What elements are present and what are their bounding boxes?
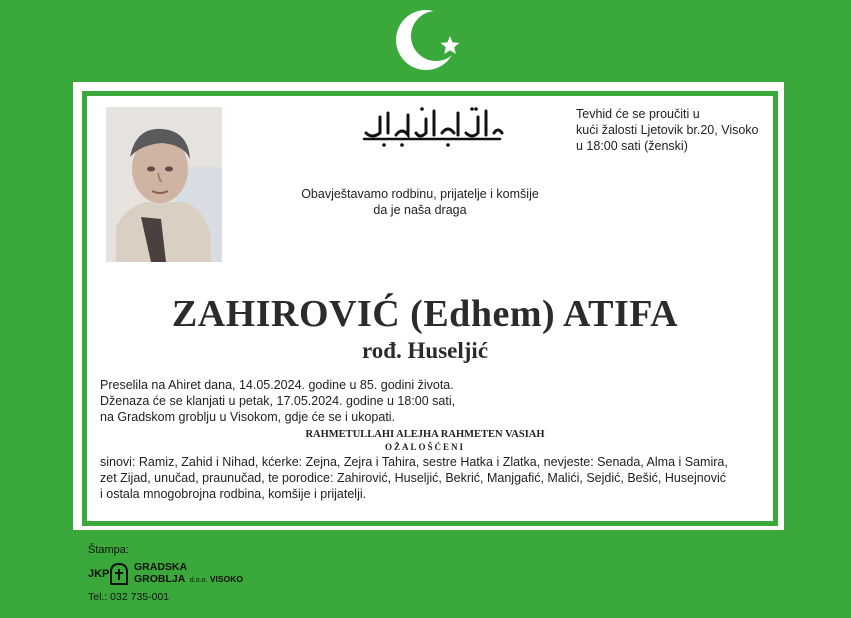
phone-number: Tel.: 032 735-001 — [88, 591, 170, 603]
grieving-heading: OŽALOŠĆENI — [384, 442, 466, 452]
mourners-line-3: i ostala mnogobrojna rodbina, komšije i prijatelji. — [100, 487, 367, 501]
tevhid-notice — [576, 106, 776, 154]
portrait-illustration — [106, 107, 222, 262]
printer-logo — [84, 560, 254, 590]
logo-city: VISOKO — [209, 574, 243, 584]
deceased-name: ZAHIROVIĆ (Edhem) ATIFA — [171, 293, 679, 335]
logo-jkp: JKP — [88, 568, 110, 580]
tevhid-line-2: kući žalosti Ljetovik br.20, Visoko — [576, 123, 759, 137]
intro-text — [270, 186, 570, 218]
details-line-1: Preselila na Ahiret dana, 14.05.2024. godine u 85. godini života. — [100, 378, 454, 392]
mourners-line-2: zet Zijad, unučad, praunučad, te porodice: Zahirović, Huseljić, Bekrić, Manjgafić, Malići, Sejdić, Bešić, Husejnović — [100, 471, 726, 485]
logo-name-line-2: GROBLJA — [134, 573, 186, 585]
portrait-photo — [106, 107, 222, 262]
logo-suffix — [134, 573, 254, 585]
arabic-calligraphy-icon — [358, 103, 506, 151]
maiden-name: rođ. Huseljić — [361, 338, 489, 363]
funeral-details — [100, 377, 520, 425]
tevhid-line-1: Tevhid će se proučiti u — [576, 107, 700, 121]
intro-line-2: da je naša draga — [373, 203, 467, 217]
details-line-2: Dženaza će se klanjati u petak, 17.05.2024. godine u 18:00 sati, — [100, 394, 456, 408]
prayer-line: RAHMETULLAHI ALEJHA RAHMETEN VASIAH — [305, 429, 545, 440]
crescent-star-icon — [392, 6, 464, 74]
cemetery-logo-icon — [108, 562, 130, 586]
mourners-list — [100, 454, 740, 502]
mourners-line-1: sinovi: Ramiz, Zahid i Nihad, kćerke: Zejna, Zejra i Tahira, sestre Hatka i Zlatka, nevjeste: Senada, Alma i Samira, — [100, 455, 728, 469]
details-line-3: na Gradskom groblju u Visokom, gdje će se i ukopati. — [100, 410, 396, 424]
tevhid-line-3: u 18:00 sati (ženski) — [576, 139, 688, 153]
logo-doo: d.o.o. — [189, 577, 208, 584]
logo-name — [134, 561, 187, 573]
print-label: Štampa: — [88, 544, 129, 556]
intro-line-1: Obavještavamo rodbinu, prijatelje i komšije — [301, 187, 539, 201]
logo-name-line-1: GRADSKA — [134, 561, 188, 573]
